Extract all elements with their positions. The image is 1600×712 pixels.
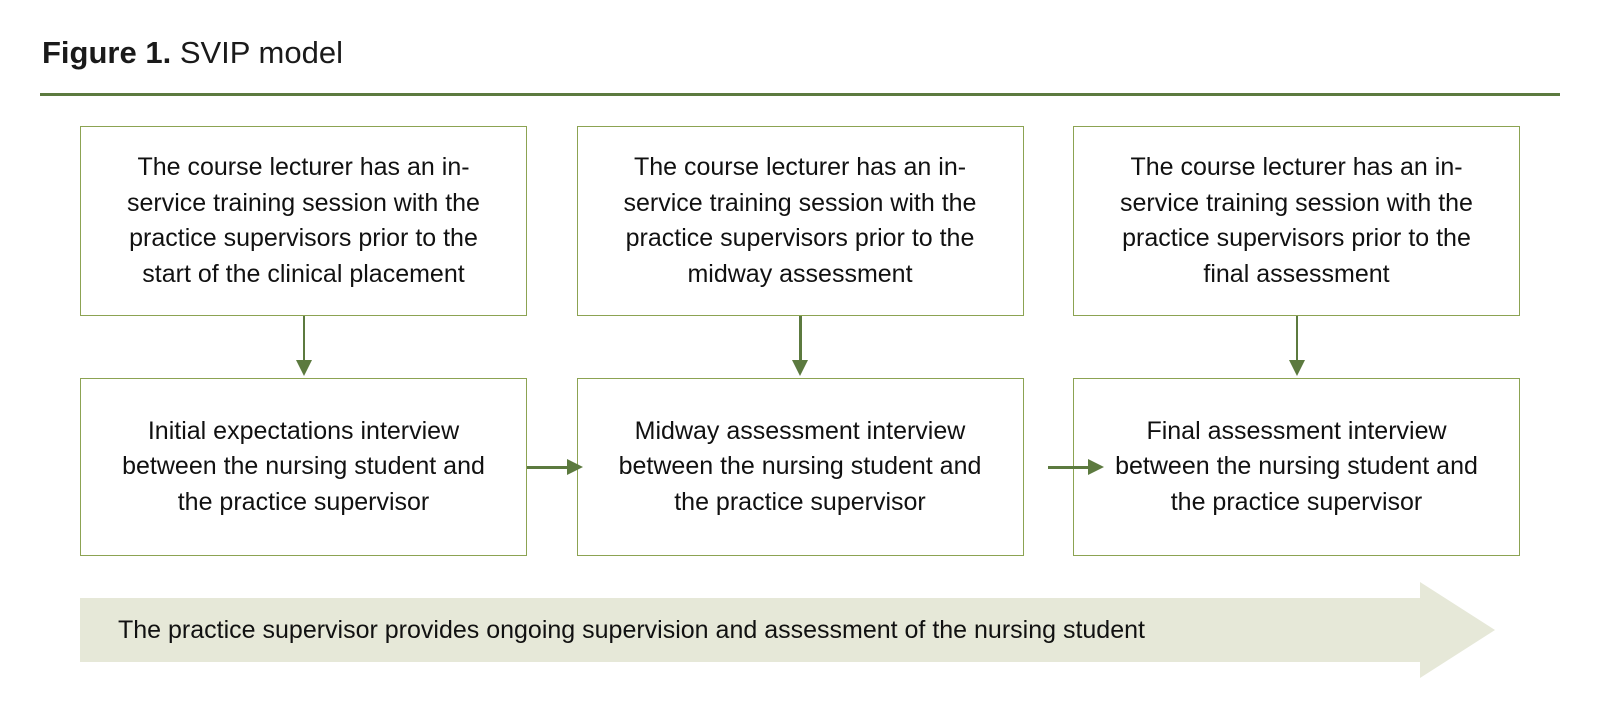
bottom-column-2 [577, 378, 1024, 556]
title-divider [40, 93, 1560, 96]
figure-label: Figure 1. [42, 35, 172, 70]
connector-row [80, 316, 1520, 378]
top-row [80, 126, 1520, 316]
top-box-3: The course lecturer has an in-service training session with the practice supervisors prior to the final assessment [1073, 126, 1520, 316]
right-arrow-icon-1 [527, 458, 585, 476]
column-3 [1073, 126, 1520, 316]
column-1 [80, 126, 527, 316]
banner-label: The practice supervisor provides ongoing supervision and assessment of the nursing student [118, 615, 1145, 644]
bottom-column-3 [1073, 378, 1520, 556]
bottom-box-3: Final assessment interview between the nursing student and the practice supervisor [1073, 378, 1520, 556]
top-box-2: The course lecturer has an in-service training session with the practice supervisors prior to the midway assessment [577, 126, 1024, 316]
down-arrow-icon-1 [294, 316, 314, 378]
figure-caption: SVIP model [179, 35, 343, 70]
top-box-1: The course lecturer has an in-service training session with the practice supervisors prior to the start of the clinical placement [80, 126, 527, 316]
connector-column-3 [1073, 316, 1520, 378]
ongoing-supervision-banner [80, 582, 1520, 678]
column-2 [577, 126, 1024, 316]
bottom-row [80, 378, 1520, 556]
page-title [40, 0, 1560, 71]
bottom-column-1 [80, 378, 527, 556]
down-arrow-icon-3 [1287, 316, 1307, 378]
svip-model-diagram [80, 126, 1520, 678]
bottom-box-1: Initial expectations interview between the nursing student and the practice supervisor [80, 378, 527, 556]
right-arrow-icon-2 [1048, 458, 1106, 476]
bottom-box-2: Midway assessment interview between the nursing student and the practice supervisor [577, 378, 1024, 556]
down-arrow-icon-2 [790, 316, 810, 378]
connector-column-2 [577, 316, 1024, 378]
connector-column-1 [80, 316, 527, 378]
